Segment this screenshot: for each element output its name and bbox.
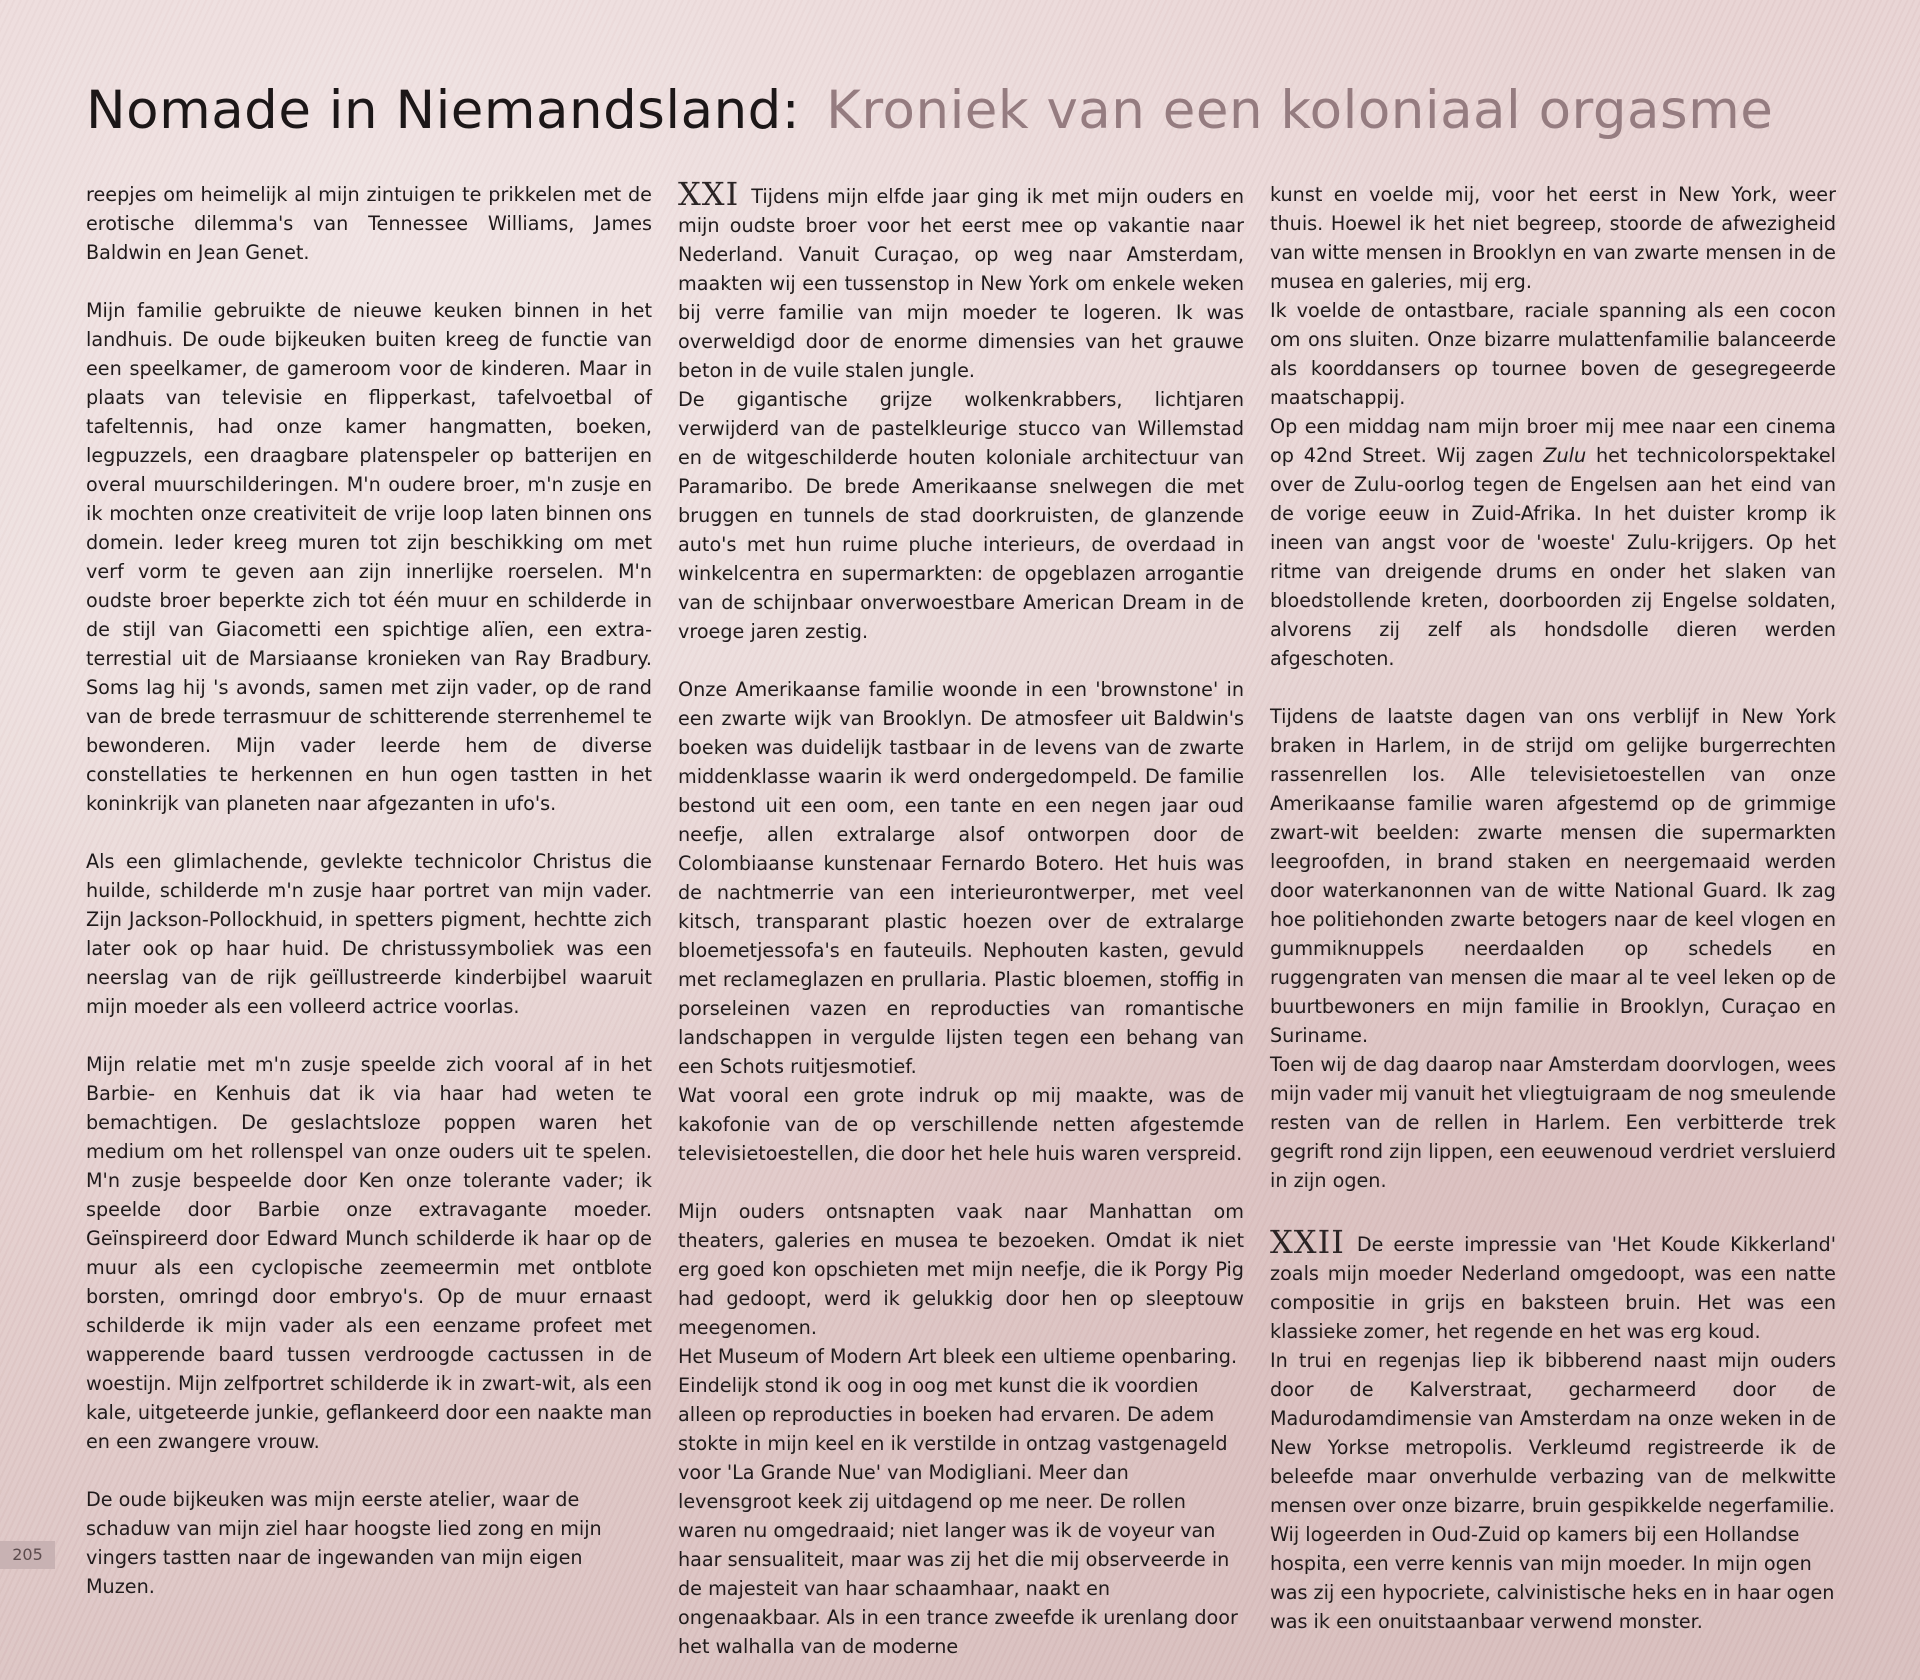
paragraph-text: Tijdens mijn elfde jaar ging ik met mijn ouders en mijn oudste broer voor het eerst mee op vakantie naar Nederland. Vanuit Curaçao, op weg naar Amsterdam, maakten wij een tussenstop in New York om enkele weken bij verre familie van mijn moeder te logeren. Ik was overweldigd door de enorme dimensies van het grauwe beton in de vuile stalen jungle. bbox=[678, 185, 1244, 382]
paragraph: Mijn ouders ontsnapten vaak naar Manhattan om theaters, galeries en musea te bezoeken. Omdat ik niet erg goed kon opschieten met mijn neefje, die ik Porgy Pig had gedoopt, werd ik gelukkig door hen op sleeptouw meegenomen. bbox=[678, 1200, 1244, 1339]
title-subtitle: Kroniek van een koloniaal orgasme bbox=[826, 80, 1774, 141]
paragraph: In trui en regenjas liep ik bibberend naast mijn ouders door de Kalverstraat, gecharmeerd door de Madurodamdimensie van Amsterdam na onze weken in de New Yorkse metropolis. Verkleumd registreerde ik de beleefde maar onverhulde verbazing van de melkwitte mensen over onze bizarre, bruin gespikkelde negerfamilie. bbox=[1270, 1349, 1836, 1517]
paragraph: Mijn relatie met m'n zusje speelde zich vooral af in het Barbie- en Kenhuis dat ik via haar had weten te bemachtigen. De geslachtsloze poppen waren het medium om het rollenspel van onze ouders uit te spelen. M'n zusje bespeelde door Ken onze tolerante vader; ik speelde door Barbie onze extravagante moeder. Geïnspireerd door Edward Munch schilderde ik haar op de muur als een cyclopische zeemeermin met ontblote borsten, omringd door embryo's. Op de muur ernaast schilderde ik mijn vader als een eenzame profeet met wapperende baard tussen verdroogde cactussen in de woestijn. Mijn zelfportret schilderde ik in zwart-wit, als een kale, uitgeteerde junkie, geflankeerd door een naakte man en een zwangere vrouw. bbox=[86, 1053, 652, 1453]
paragraph: Het Museum of Modern Art bleek een ultieme openbaring. Eindelijk stond ik oog in oog met kunst die ik voordien alleen op reproducties in boeken had ervaren. De adem stokte in mijn keel en ik verstilde in ontzag vastgenageld voor 'La Grande Nue' van Modigliani. Meer dan levensgroot keek zij uitdagend op me neer. De rollen waren nu omgedraaid; niet langer was ik de voyeur van haar sensualiteit, maar was zij het die mij observeerde in de majesteit van haar schaamhaar, naakt en ongenaakbaar. Als in een trance zweefde ik urenlang door het walhalla van de moderne bbox=[678, 1345, 1238, 1658]
paragraph-text: De eerste impressie van 'Het Koude Kikkerland' zoals mijn moeder Nederland omgedoopt, was een natte compositie in grijs en baksteen bruin. Het was een klassieke zomer, het regende en het was erg koud. bbox=[1270, 1233, 1836, 1343]
text-column-2 bbox=[678, 175, 1244, 1661]
paragraph-text: Op een middag nam mijn broer mij mee naar een cinema op 42nd Street. Wij zagen bbox=[1270, 415, 1836, 467]
text-column-3 bbox=[1270, 180, 1836, 1636]
text-column-1 bbox=[86, 180, 652, 1601]
paragraph: De oude bijkeuken was mijn eerste atelier, waar de schaduw van mijn ziel haar hoogste lied zong en mijn vingers tastten naar de ingewanden van mijn eigen Muzen. bbox=[86, 1488, 602, 1598]
paragraph: Onze Amerikaanse familie woonde in een 'brownstone' in een zwarte wijk van Brooklyn. De atmosfeer uit Baldwin's boeken was duidelijk tastbaar in de levens van de zwarte middenklasse waarin ik werd ondergedompeld. De familie bestond uit een oom, een tante en een negen jaar oud neefje, allen extralarge alsof ontworpen door de Colombiaanse kunstenaar Fernardo Botero. Het huis was de nachtmerrie van een interieurontwerper, met veel kitsch, transparant plastic hoezen over de extralarge bloemetjessofa's en fauteuils. Nephouten kasten, gevuld met reclameglazen en prullaria. Plastic bloemen, stoffig in porseleinen vazen en reproducties van romantische landschappen in vergulde lijsten tegen een behang van een Schots ruitjesmotief. bbox=[678, 678, 1244, 1078]
paragraph: kunst en voelde mij, voor het eerst in New York, weer thuis. Hoewel ik het niet begreep, stoorde de afwezigheid van witte mensen in Brooklyn en van zwarte mensen in de musea en galeries, mij erg. bbox=[1270, 183, 1836, 293]
paragraph bbox=[1270, 412, 1836, 673]
paragraph: Tijdens de laatste dagen van ons verblijf in New York braken in Harlem, in de strijd om gelijke burgerrechten rassenrellen los. Alle televisietoestellen van onze Amerikaanse familie waren afgestemd op de grimmige zwart-wit beelden: zwarte mensen die supermarkten leegroofden, in brand staken en neergemaaid werden door waterkanonnen van de witte National Guard. Ik zag hoe politiehonden zwarte betogers naar de keel vlogen en gummiknuppels neerdaalden op schedels en ruggengraten van mensen die maar al te veel leken op de buurtbewoners en mijn familie in Brooklyn, Curaçao en Suriname. bbox=[1270, 705, 1836, 1047]
page-number: 205 bbox=[0, 1541, 55, 1569]
film-title: Zulu bbox=[1543, 444, 1587, 467]
paragraph bbox=[678, 175, 1244, 385]
paragraph bbox=[1270, 1223, 1836, 1346]
page-title bbox=[86, 80, 1773, 141]
paragraph: De gigantische grijze wolkenkrabbers, lichtjaren verwijderd van de pastelkleurige stucco van Willemstad en de witgeschilderde houten koloniale architectuur van Paramaribo. De brede Amerikaanse snelwegen die met bruggen en tunnels de stad doorkruisten, de glanzende auto's met hun ruime pluche interieurs, de overdaad in winkelcentra en supermarkten: de opgeblazen arrogantie van de schijnbaar onverwoestbare American Dream in de vroege jaren zestig. bbox=[678, 388, 1244, 643]
paragraph: Wat vooral een grote indruk op mij maakte, was de kakofonie van de op verschillende netten afgestemde televisietoestellen, die door het hele huis waren verspreid. bbox=[678, 1084, 1244, 1165]
paragraph: Mijn familie gebruikte de nieuwe keuken binnen in het landhuis. De oude bijkeuken buiten kreeg de functie van een speelkamer, de gameroom voor de kinderen. Maar in plaats van televisie en flipperkast, tafelvoetbal of tafeltennis, had onze kamer hangmatten, boeken, legpuzzels, een draagbare platenspeler op batterijen en overal muurschilderingen. M'n oudere broer, m'n zusje en ik mochten onze creativiteit de vrije loop laten binnen ons domein. Ieder kreeg muren tot zijn beschikking om met verf vorm te geven aan zijn innerlijke roerselen. M'n oudste broer beperkte zich tot één muur en schilderde in de stijl van Giacometti een spichtige alïen, een extra-terrestial uit de Marsiaanse kronieken van Ray Bradbury. Soms lag hij 's avonds, samen met zijn vader, op de rand van de brede terrasmuur de schitterende sterrenhemel te bewonderen. Mijn vader leerde hem de diverse constellaties te herkennen en hun ogen tastten in het koninkrijk van planeten naar afgezanten in ufo's. bbox=[86, 299, 652, 815]
title-main: Nomade in Niemandsland: bbox=[86, 80, 801, 141]
paragraph: Als een glimlachende, gevlekte technicolor Christus die huilde, schilderde m'n zusje haar portret van mijn vader. Zijn Jackson-Pollockhuid, in spetters pigment, hechtte zich later ook op haar huid. De christussymboliek was een neerslag van de rijk geïllustreerde kinderbijbel waaruit mijn moeder als een volleerd actrice voorlas. bbox=[86, 850, 652, 1018]
section-number: XXII bbox=[1270, 1223, 1345, 1261]
paragraph: reepjes om heimelijk al mijn zintuigen te prikkelen met de erotische dilemma's van Tennessee Williams, James Baldwin en Jean Genet. bbox=[86, 183, 652, 264]
section-number: XXI bbox=[678, 175, 740, 213]
paragraph: Ik voelde de ontastbare, raciale spanning als een cocon om ons sluiten. Onze bizarre mulattenfamilie balanceerde als koorddansers op tournee boven de gesegregeerde maatschappij. bbox=[1270, 299, 1836, 409]
paragraph: Toen wij de dag daarop naar Amsterdam doorvlogen, wees mijn vader mij vanuit het vliegtuigraam de nog smeulende resten van de rellen in Harlem. Een verbitterde trek gegrift rond zijn lippen, een eeuwenoud verdriet versluierd in zijn ogen. bbox=[1270, 1053, 1836, 1192]
paragraph: Wij logeerden in Oud-Zuid op kamers bij een Hollandse hospita, een verre kennis van mijn moeder. In mijn ogen was zij een hypocriete, calvinistische heks en in haar ogen was ik een onuitstaanbaar verwend monster. bbox=[1270, 1523, 1835, 1633]
paragraph-text: het technicolorspektakel over de Zulu-oorlog tegen de Engelsen aan het eind van de vorige eeuw in Zuid-Afrika. In het duister kromp ik ineen van angst voor de 'woeste' Zulu-krijgers. Op het ritme van dreigende drums en onder het slaken van bloedstollende kreten, doorboorden zij Engelse soldaten, alvorens zij zelf als hondsdolle dieren werden afgeschoten. bbox=[1270, 444, 1836, 670]
